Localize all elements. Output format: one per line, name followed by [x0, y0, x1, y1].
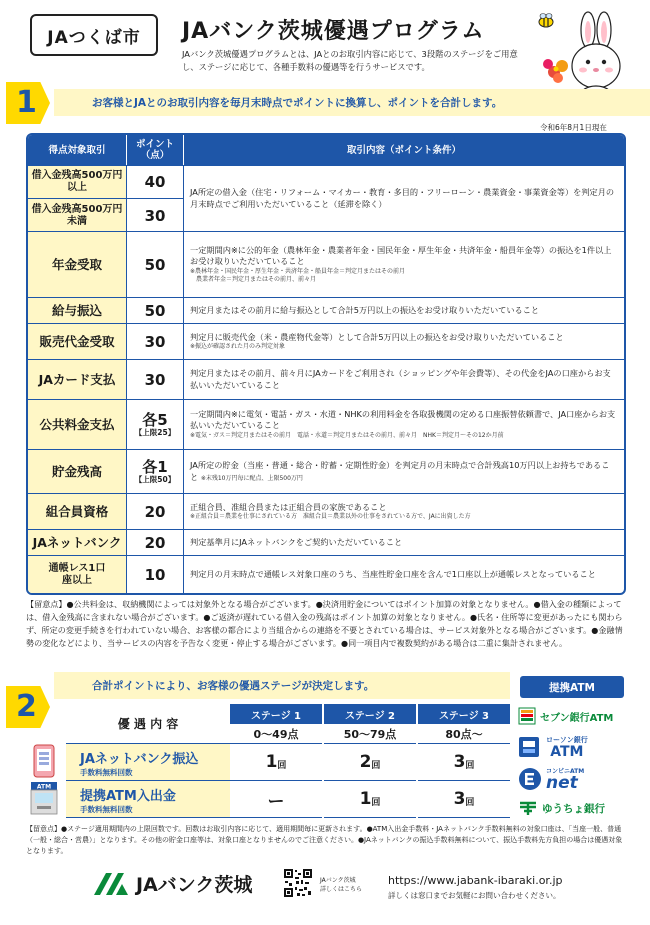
section-1-remarks: 【留意点】●公共料金は、収納機関によっては対象外となる場合がございます。●決済用貯金についてはポイント加算の対象となりません。●借入金の種類によっては、借入金残高に含まれない場合がございます。●ご返済が遅れている借入金の残高はポイント加算の対象となりません。●氏名・住所等に変更があったにも関わらず、所定の変更手続きを行われていない場合、お客様の都合により当組合からの連絡を不要とされている場合は、サービス対象外となる場合がございます。●金融情勢の変化などにより、当サービスの内容を予告なく変更・停止する場合がございます。●同一項目内で複数契約がある場合は二重に集計されません。 — [26, 599, 623, 648]
atm-stage-2: 1 回 — [324, 781, 416, 818]
points-value: 各5 【上限25】 — [126, 400, 184, 449]
stage-2-label: ステージ 2 — [324, 704, 416, 724]
section-2-number: 2 — [6, 686, 54, 728]
section-1-banner-text: お客様とJAとのお取引内容を毎月末時点でポイントに換算し、ポイントを合計します。 — [92, 97, 503, 109]
header-category: 得点対象取引 — [28, 135, 126, 165]
stage-2-range: 50～79点 — [324, 724, 416, 744]
atm-name: ゆうちょ銀行 — [542, 802, 605, 815]
section-1-banner — [0, 89, 650, 116]
category-label: JAネットバンク — [28, 530, 126, 555]
condition-text: 一定期間内※に電気・電話・ガス・水道・NHKの利用料金を各取扱機関の定める口座振替依頼書で、JA口座からお支払いいただいていること ※電気・ガス＝判定月またはその前月 電話・水道＝判定月またはその前月、前々月 NHK＝判定月～その12か月前 — [190, 408, 616, 439]
atm-name-small: コンビニATM — [546, 768, 585, 775]
header-condition: 取引内容（ポイント条件） — [184, 135, 624, 165]
points-loan-low: 30 — [126, 199, 184, 232]
category-label: 年金受取 — [28, 232, 126, 297]
svg-text:ATM: ATM — [36, 783, 52, 791]
table-row — [28, 231, 624, 297]
points-value: 10 — [126, 556, 184, 593]
points-loan-high: 40 — [126, 166, 184, 199]
table-row — [28, 449, 624, 493]
stage-1-range: 0～49点 — [230, 724, 322, 744]
seven-bank-logo-icon — [518, 707, 536, 725]
points-value: 各1 【上限50】 — [126, 450, 184, 493]
ja-logo-icon — [92, 871, 130, 897]
table-row — [28, 359, 624, 399]
category-label: 組合員資格 — [28, 494, 126, 529]
service-name: JAネットバンク振込 — [80, 752, 199, 767]
table-row — [28, 323, 624, 359]
table-row — [28, 555, 624, 593]
netbank-stage-1: 1 回 — [230, 744, 322, 781]
condition-text: 一定期間内※に公的年金（農林年金・農業者年金・国民年金・厚生年金・共済年金・船員年金等）の振込を1件以上お受け取りいただいていること ※農林年金・国民年金・厚生年金・共済年金・船員年金＝判定月またはその前月 農業者年金＝判定月またはその前月、前々月 — [190, 244, 612, 283]
condition-text: 判定基準月にJAネットバンクをご契約いただいていること — [190, 536, 403, 547]
service-sub: 手数料無料回数 — [80, 768, 133, 777]
qr-code-icon[interactable] — [283, 868, 313, 898]
atm-stage-3: 3 回 — [418, 781, 510, 818]
service-sub: 手数料無料回数 — [80, 805, 133, 814]
service-name: 提携ATM入出金 — [80, 789, 176, 804]
intro-text: JAバンク茨城優遇プログラムとは、JAとのお取引内容に応じて、3段階のステージをご用意し、ステージに応じて、各種手数料の優遇等を行うサービスです。 — [182, 49, 518, 72]
table-row-loan — [28, 165, 624, 231]
branch-name: JAつくば市 — [30, 14, 158, 56]
atm-stage-1: ー — [230, 781, 322, 818]
footer-logo — [92, 870, 252, 897]
smartphone-icon — [28, 744, 60, 778]
flower-icon — [543, 59, 568, 83]
section-2-banner-text: 合計ポイントにより、お客様の優遇ステージが決定します。 — [92, 680, 375, 692]
atm-name: ATM — [550, 744, 584, 760]
table-row — [28, 297, 624, 323]
points-value: 20 — [126, 494, 184, 529]
table-row — [28, 493, 624, 529]
enet-logo-icon — [518, 767, 542, 791]
japan-post-bank-atm — [518, 796, 628, 820]
footer-logo-text: JAバンク茨城 — [136, 874, 253, 896]
netbank-stage-2: 2 回 — [324, 744, 416, 781]
points-value: 50 — [126, 298, 184, 323]
stage-3-label: ステージ 3 — [418, 704, 510, 724]
category-label: 給与振込 — [28, 298, 126, 323]
as-of-date: 令和6年8月1日現在 — [540, 123, 607, 132]
table-row — [28, 399, 624, 449]
page-title: JAバンク茨城優遇プログラム — [182, 19, 485, 44]
category-label: 通帳レス1口座以上 — [28, 556, 126, 593]
category-label: 公共料金支払 — [28, 400, 126, 449]
netbank-stage-3: 3 回 — [418, 744, 510, 781]
contact-note: 詳しくは窓口までお気軽にお問い合わせください。 — [388, 891, 561, 900]
atm-name: net — [546, 773, 578, 793]
website-url[interactable]: https://www.jabank-ibaraki.or.jp — [388, 874, 563, 887]
stage-3-range: 80点～ — [418, 724, 510, 744]
condition-text: 判定月に販売代金（米・農産物代金等）として合計5万円以上の振込をお受け取りいただいていること ※振込が確認された月のみ判定対象 — [190, 331, 564, 350]
condition-text: 判定月またはその前月、前々月にJAカードをご利用され（ショッピングや年会費等）、その代金をJAの口座からお支払いいただいていること — [190, 368, 611, 390]
seven-bank-atm — [518, 704, 628, 728]
section-1-number: 1 — [6, 82, 54, 124]
atm-machine-icon — [28, 781, 60, 815]
stage-table — [66, 704, 512, 818]
stage-1-label: ステージ 1 — [230, 704, 322, 724]
category-label: JAカード支払 — [28, 360, 126, 399]
service-netbank — [66, 744, 230, 781]
points-value: 50 — [126, 232, 184, 297]
atm-name-small: ローソン銀行 — [546, 736, 588, 744]
lawson-bank-logo-icon — [518, 735, 540, 759]
condition-text: 判定月の月末時点で通帳レス対象口座のうち、当座性貯金口座を含んで1口座以上が通帳レスとなっていること — [190, 568, 596, 579]
category-label: 貯金残高 — [28, 450, 126, 493]
bee-icon — [539, 14, 553, 28]
category-loan-high: 借入金残高500万円以上 — [28, 166, 126, 199]
section-2-banner — [0, 672, 510, 699]
japan-post-logo-icon — [518, 799, 538, 817]
qr-caption: JAバンク茨城 詳しくはこちら — [320, 877, 363, 893]
condition-loan: JA所定の借入金（住宅・リフォーム・マイカー・教育・多目的・フリーローン・農業資金・事業資金等）を判定月の月末時点でご利用いただいていること（延滞を除く） — [190, 187, 615, 209]
points-value: 20 — [126, 530, 184, 555]
points-value: 30 — [126, 324, 184, 359]
partner-atm-title: 提携ATM — [520, 676, 624, 698]
lawson-bank-atm — [518, 732, 628, 762]
points-value: 30 — [126, 360, 184, 399]
condition-text: 判定月またはその前月に給与振込として合計5万円以上の振込をお受け取りいただいていること — [190, 304, 540, 315]
section-2-remarks: 【留意点】●ステージ適用期間内の上限回数です。回数はお取引内容に応じて、適用期間毎に更新されます。●ATM入出金手数料・JAネットバンク手数料無料の対象口座は、「当座一般、普通（一般・総合・営農）」となります。その他の貯金口座等は、対象口座となりませんのでご注意ください。●JAネットバンクの振込手数料無料について、振込手数料先方負担の場合は優遇対象となります。 — [26, 825, 623, 855]
category-label: 販売代金受取 — [28, 324, 126, 359]
condition-text: 正組合員、准組合員または正組合員の家族であること ※正組合員＝農業を仕事にされている方 准組合員＝農業以外の仕事をされている方で、JAに出資した方 — [190, 501, 471, 520]
points-table — [26, 133, 626, 595]
condition-text: JA所定の貯金（当座・普通・総合・貯蓄・定期性貯金）を判定月の月末時点で合計残高10万円以上お持ちであること ※末残10万円毎に配点、上限500万円 — [190, 460, 610, 482]
table-row — [28, 529, 624, 555]
header-points: ポイント（点） — [127, 135, 183, 165]
enet-atm — [518, 764, 628, 794]
content-label: 優 遇 内 容 — [66, 704, 230, 744]
atm-name: セブン銀行ATM — [540, 712, 614, 724]
service-atm — [66, 781, 230, 818]
category-loan-low: 借入金残高500万円未満 — [28, 199, 126, 232]
